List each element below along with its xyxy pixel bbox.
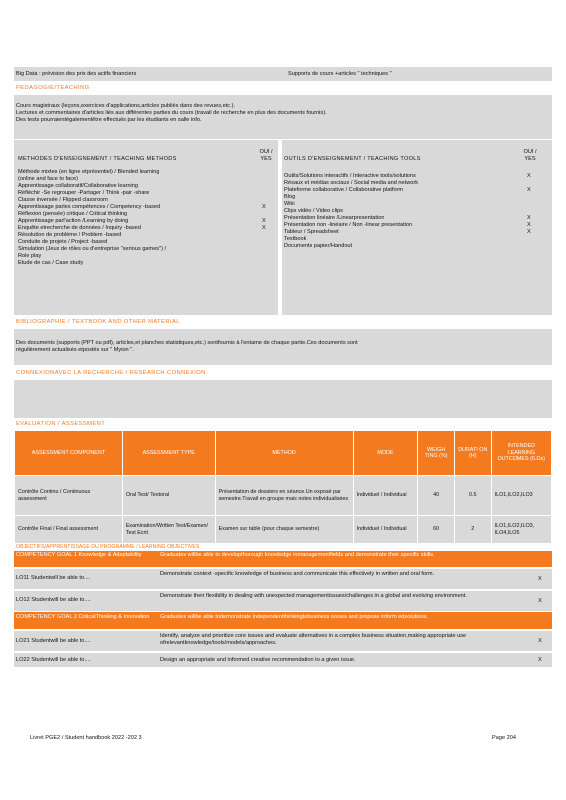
goal1-label: COMPETENCY GOAL 1 Knowledge & Adaptability [16, 552, 142, 558]
row2-method: Examen sur table (pour chaque semestre) [215, 516, 353, 544]
method-check-mark: X [262, 225, 266, 231]
tools-oui-header: OUI / YES [523, 149, 537, 162]
tool-check-mark: X [527, 222, 531, 228]
goal2-desc: Graduates willbe able todemonstrate independentthinkingtobusiness issues and propose inform edsolutions. [160, 614, 429, 620]
lo12-code: LO12 Studentwill be able to.... [16, 597, 91, 603]
method-item: Classe inversée / Flipped classroom [18, 197, 108, 203]
col-mode: MODE [353, 431, 418, 476]
method-item: Méthode mixtes (en ligne etprésentiel) / Blended learning [18, 169, 160, 175]
method-item: Réfléchir -Se regrouper -Partager / Think -pair -share [18, 190, 150, 196]
tool-item: Plateforme collaborative / Collaborative platform [284, 187, 404, 193]
col-weighting: WEIGH TING (%) [418, 431, 455, 476]
tool-check-mark: X [527, 173, 531, 179]
row2-mode: Individuel / Individual [353, 516, 418, 544]
lo21-x: X [538, 638, 542, 644]
method-item: Simulation (Jeux de rôles ou d'entreprise "serious games") / [18, 246, 167, 252]
tool-item: Clips vidéo / Video clips [284, 208, 343, 214]
methods-oui-header: OUI / YES [259, 149, 273, 162]
table-row [15, 476, 552, 516]
method-item: Conduite de projets / Project -based [18, 239, 108, 245]
row1-method: Présentation de dossiers en séance.Un exposé par semestre.Travail en groupe mais notes individualisées [215, 476, 353, 516]
goal1-desc: Graduates willbe able to developthorough knowledge inmanagementfields and demonstrate their specific skills. [160, 552, 435, 558]
method-check-mark: X [262, 204, 266, 210]
tool-item: Documents papier/Handout [284, 243, 353, 249]
course-supports: Supports de cours +articles " techniques " [288, 71, 392, 77]
footer-page: Page 204 [492, 735, 516, 741]
tool-item: Textbook [284, 236, 307, 242]
connexion-panel [14, 380, 552, 418]
method-item: Apprentissage parl'action /Learning by doing [18, 218, 129, 224]
lo22-desc: Design an appropriate and informed creative recommendation to a given issue. [160, 657, 356, 663]
bibliography-line-1: Des documents (supports (PPT ou pdf), articles,et planches statistiques,etc.) sontfournis à l'entame de chaque partie.Ces documents sont [16, 340, 358, 346]
row1-duration: 0.5 [454, 476, 491, 516]
method-item-continued: Role play [18, 253, 42, 259]
row2-duration: 2 [454, 516, 491, 544]
lo12-desc: Demonstrate their flexibility in dealing with unexpected managementissues/challenges in a global and evolving environment. [160, 593, 467, 599]
pedagogie-line-2: Lectures et commentaires d'articles liés aux différentes parties du cours (travail de recherche en plus des documents fournis). [16, 110, 327, 116]
footer-left: Livret PGE2 / Student handbook 2022 -202 3 [30, 735, 142, 741]
tools-header: OUTILS D'ENSEIGNEMENT / TEACHING TOOLS [284, 156, 421, 162]
lo22-x: X [538, 657, 542, 663]
tool-check-mark: X [527, 187, 531, 193]
row2-weighting: 60 [418, 516, 455, 544]
tool-item: Outils/Solutions interactifs / Interactive tools/solutions [284, 173, 416, 179]
tool-item: Présentation non -linéaire / Non -linear presentation [284, 222, 413, 228]
evaluation-title: EVALUATION / ASSESSMENT [16, 421, 106, 427]
lo12-x: X [538, 598, 542, 604]
pedagogie-line-1: Cours magistraux (leçons,exercices d'applications,articles publiés dans des revues,etc.). [16, 103, 236, 109]
col-duration: DURATI ON (H) [454, 431, 491, 476]
row1-outcomes: ILO1,ILO2,ILO3 [491, 476, 551, 516]
col-component: ASSESSMENT COMPONENT [15, 431, 123, 476]
row1-component: Contrôle Continu / Continuous assessment [15, 476, 123, 516]
lo21-code: LO21 Studentwill be able to.... [16, 638, 91, 644]
col-outcomes: INTENDED LEARNING OUTCOMES (ILOs) [491, 431, 551, 476]
tool-item: Blog [284, 194, 296, 200]
method-item: Réflexion (pensée) critique / Critical thinking [18, 211, 128, 217]
goal2-label: COMPETENCY GOAL 2 CriticalThinking & Innovation [16, 614, 150, 620]
row1-type: Oral Test/ Testoral [122, 476, 215, 516]
tool-item: Résaux et médias sociaux / Social media and network [284, 180, 419, 186]
method-item: Résolution de problème / Problem -based [18, 232, 122, 238]
methods-header: METHODES D'ENSEIGNEMENT / TEACHING METHODS [18, 156, 177, 162]
pedagogie-line-3: Des tests pourraientégalementêtre effectués par les étudiants en salle info. [16, 117, 202, 123]
tool-item: Wiki [284, 201, 295, 207]
tool-check-mark: X [527, 229, 531, 235]
row2-component: Contrôle Final / Final assessment [15, 516, 123, 544]
table-row [15, 516, 552, 544]
row2-outcomes: ILO1,ILO2,ILO3, ILO4,ILO5 [491, 516, 551, 544]
method-item: Apprentissage collaboratif/Collaborative learning [18, 183, 139, 189]
pedagogie-title: PEDAGOGIE/TEACHING [16, 85, 90, 91]
tool-item: Tableur / Spreadsheet [284, 229, 339, 235]
panel-divider [278, 140, 282, 315]
row2-type: Examination/Written Test/Examen/ Test Ecrit [122, 516, 215, 544]
tool-check-mark: X [527, 215, 531, 221]
method-check-mark: X [262, 218, 266, 224]
lo11-x: X [538, 576, 542, 582]
lo11-code: LO11 Studentwill be able to.... [16, 575, 91, 581]
connexion-title: CONNEXIONAVEC LA RECHERCHE / RESEARCH CONNEXION [16, 370, 206, 376]
bibliography-title: BIBLIOGRAPHIE / TEXTBOOK AND OTHER MATERIAL [16, 319, 180, 325]
method-item: Apprentissage parles compétences / Competency -based [18, 204, 161, 210]
lo11-desc: Demonstrate context -specific knowledge of business and communicate this effectively in written and oral form. [160, 571, 435, 577]
bibliography-line-2: régulièrement actualisés etpostés sur " Myion ". [16, 347, 134, 353]
row1-weighting: 40 [418, 476, 455, 516]
tool-item: Présentation linéaire /Linearpresentation [284, 215, 385, 221]
method-item: Enquête etrecherche de données / Inquiry -based [18, 225, 141, 231]
lo21-desc: Identify, analyze and prioritize core issues and evaluate alternatives in a complex business situation,making appropriate use ofrelevantknowledge/tools/models/approaches. [160, 633, 467, 646]
lo22-code: LO22 Studentwill be able to.... [16, 657, 91, 663]
course-title: Big Data : prévision des prix des actifs financiers [16, 71, 137, 77]
col-method: METHOD [215, 431, 353, 476]
method-item-continued: (online and face to face) [18, 176, 79, 182]
method-item: Etude de cas / Case study [18, 260, 84, 266]
row1-mode: Individuel / Individual [353, 476, 418, 516]
assessment-table [14, 430, 552, 544]
col-type: ASSESSMENT TYPE [122, 431, 215, 476]
objectives-title: OBJECTIFS/APPRENTISSAGE DU PROGRAMME / LEARNING OBJECTIVES [16, 544, 200, 550]
